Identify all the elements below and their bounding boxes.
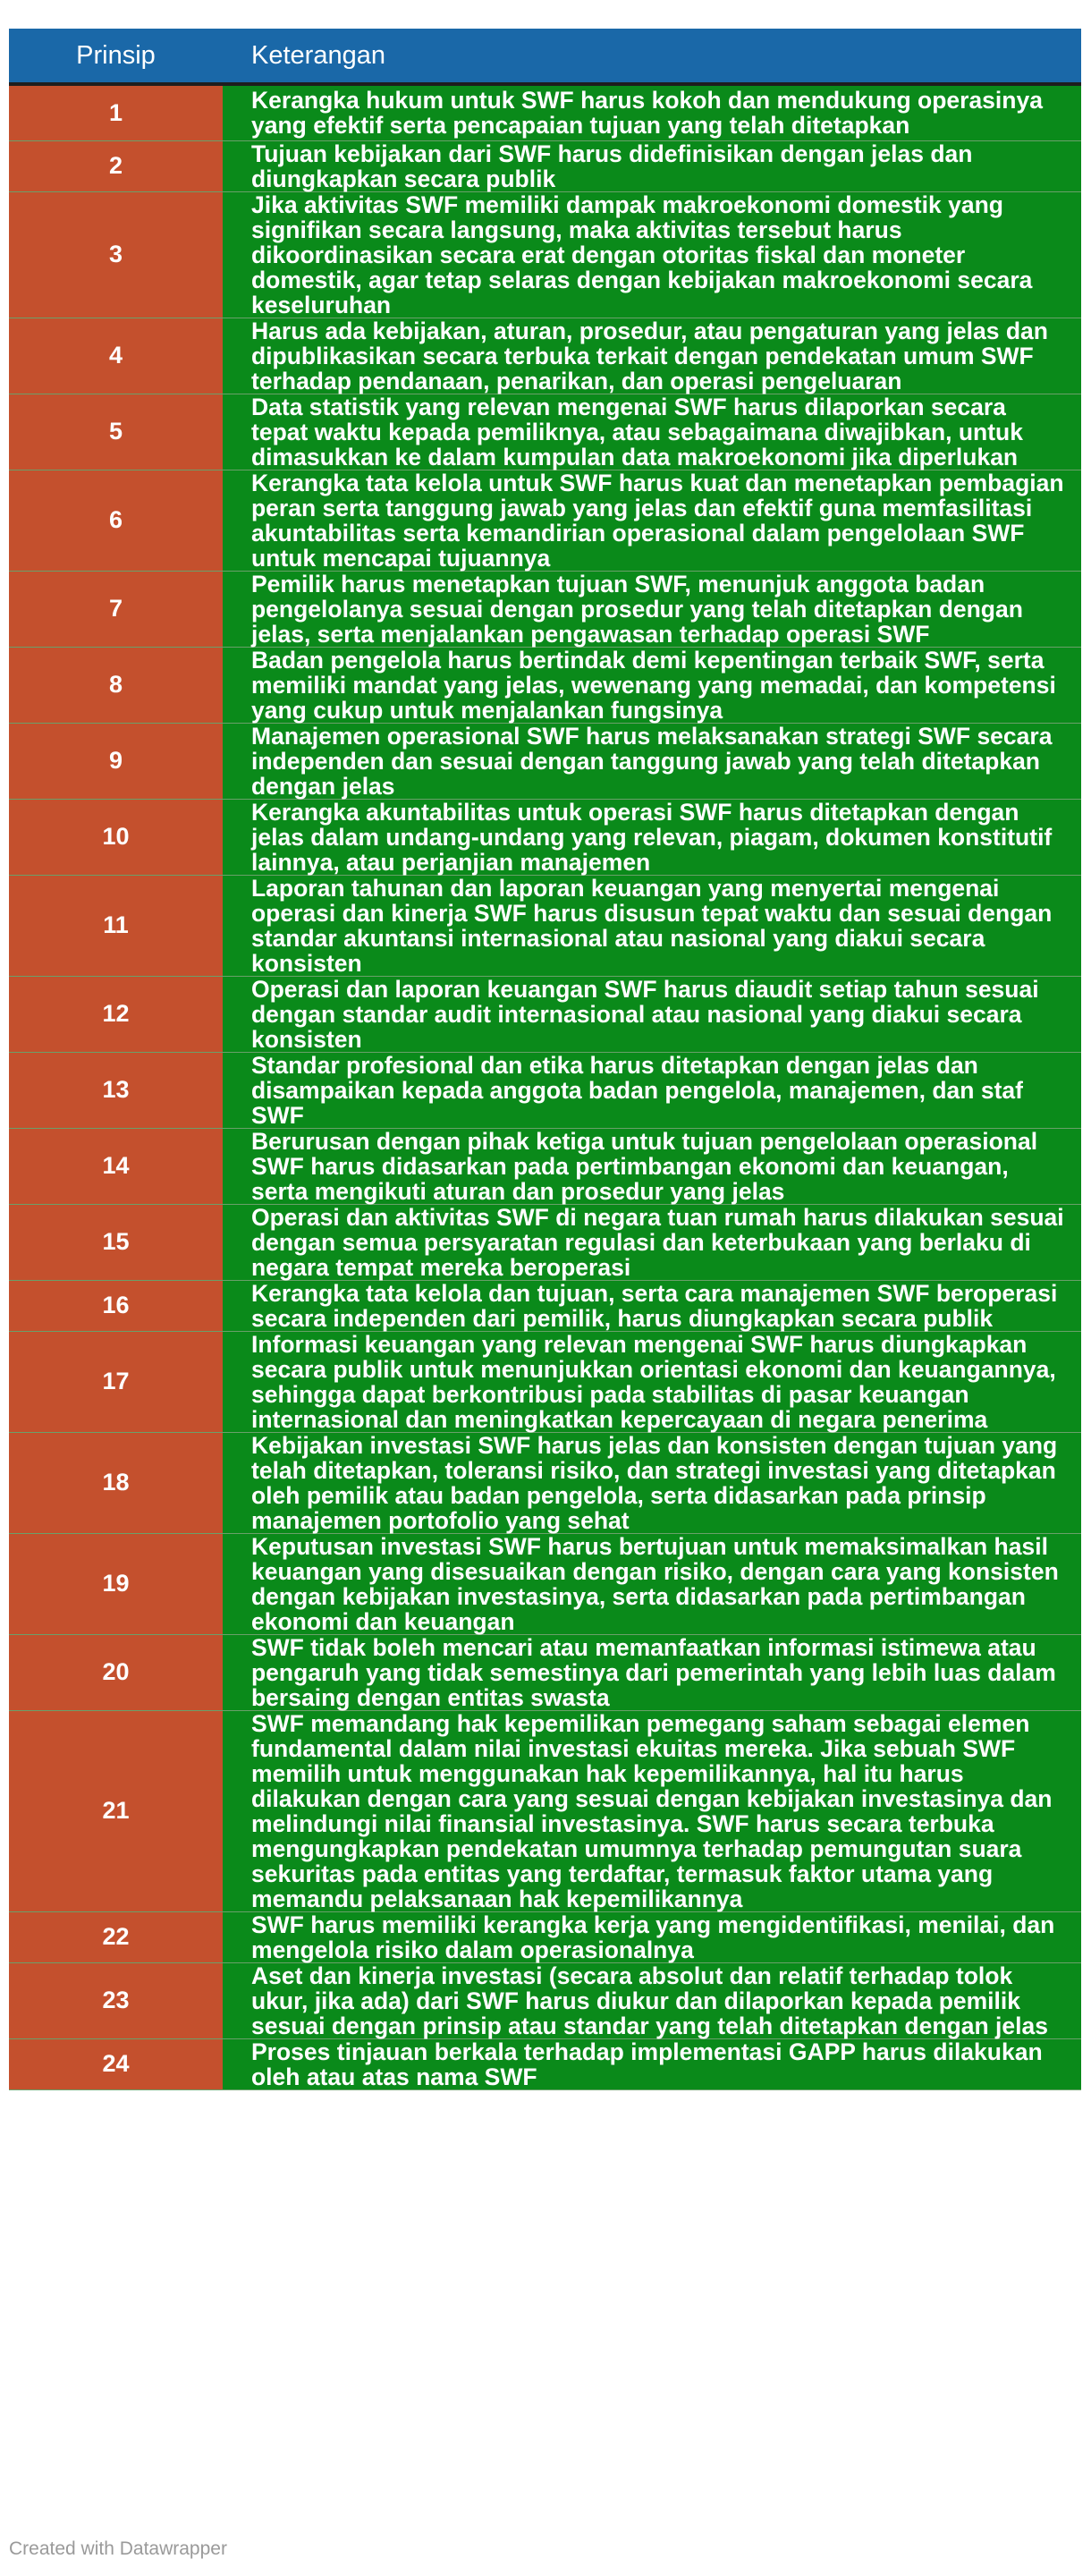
table-row xyxy=(9,1710,1081,1911)
principle-description: Operasi dan laporan keuangan SWF harus diaudit setiap tahun sesuai dengan standar audit internasional atau nasional yang diakui secara konsisten xyxy=(223,976,1081,1052)
table-row xyxy=(9,191,1081,318)
principle-number: 2 xyxy=(9,140,223,191)
table-row xyxy=(9,1280,1081,1331)
principle-description: SWF memandang hak kepemilikan pemegang saham sebagai elemen fundamental dalam nilai investasi ekuitas mereka. Jika sebuah SWF memilih untuk menggunakan hak kepemilikannya, hal itu harus dilakukan dengan cara yang sesuai dengan kebijakan investasinya dan melindungi nilai finansial investasinya. SWF harus secara terbuka mengungkapkan pendekatan umumnya terhadap pemungutan suara sekuritas pada entitas yang terdaftar, termasuk faktor utama yang memandu pelaksanaan hak kepemilikannya xyxy=(223,1710,1081,1911)
table-row xyxy=(9,2038,1081,2089)
table-row xyxy=(9,571,1081,647)
header-row xyxy=(9,29,1081,84)
principle-number: 21 xyxy=(9,1710,223,1911)
principle-description: Pemilik harus menetapkan tujuan SWF, menunjuk anggota badan pengelolanya sesuai dengan prosedur yang telah ditetapkan dengan jelas, serta menjalankan pengawasan terhadap operasi SWF xyxy=(223,571,1081,647)
principle-description: Tujuan kebijakan dari SWF harus didefinisikan dengan jelas dan diungkapkan secara publik xyxy=(223,140,1081,191)
principle-description: Kerangka hukum untuk SWF harus kokoh dan mendukung operasinya yang efektif serta pencapaian tujuan yang telah ditetapkan xyxy=(223,84,1081,140)
principle-number: 17 xyxy=(9,1331,223,1432)
principle-description: Laporan tahunan dan laporan keuangan yang menyertai mengenai operasi dan kinerja SWF harus disusun tepat waktu dan sesuai dengan standar akuntansi internasional atau nasional yang diakui secara konsisten xyxy=(223,875,1081,976)
principle-description: SWF harus memiliki kerangka kerja yang mengidentifikasi, menilai, dan mengelola risiko dalam operasionalnya xyxy=(223,1911,1081,1962)
table-row xyxy=(9,1331,1081,1432)
principle-description: Berurusan dengan pihak ketiga untuk tujuan pengelolaan operasional SWF harus didasarkan pada pertimbangan ekonomi dan keuangan, serta mengikuti aturan dan prosedur yang jelas xyxy=(223,1128,1081,1204)
principles-table-container xyxy=(9,29,1081,2090)
principle-description: Harus ada kebijakan, aturan, prosedur, atau pengaturan yang jelas dan dipublikasikan secara terbuka terkait dengan pendekatan umum SWF terhadap pendanaan, penarikan, dan operasi pengeluaran xyxy=(223,318,1081,394)
principle-number: 16 xyxy=(9,1280,223,1331)
principle-number: 5 xyxy=(9,394,223,470)
principle-description: Kebijakan investasi SWF harus jelas dan konsisten dengan tujuan yang telah ditetapkan, toleransi risiko, dan strategi investasi yang ditetapkan oleh pemilik atau badan pengelola, serta didasarkan pada prinsip manajemen portofolio yang sehat xyxy=(223,1432,1081,1533)
principle-number: 9 xyxy=(9,723,223,799)
principle-number: 15 xyxy=(9,1204,223,1280)
table-row xyxy=(9,1204,1081,1280)
principle-number: 10 xyxy=(9,799,223,875)
principle-number: 12 xyxy=(9,976,223,1052)
table-row xyxy=(9,875,1081,976)
principle-description: Data statistik yang relevan mengenai SWF harus dilaporkan secara tepat waktu kepada pemiliknya, atau sebagaimana diwajibkan, untuk dimasukkan ke dalam kumpulan data makroekonomi jika diperlukan xyxy=(223,394,1081,470)
principle-description: Badan pengelola harus bertindak demi kepentingan terbaik SWF, serta memiliki mandat yang jelas, wewenang yang memadai, dan kompetensi yang cukup untuk menjalankan fungsinya xyxy=(223,647,1081,723)
principle-number: 24 xyxy=(9,2038,223,2089)
principle-description: Jika aktivitas SWF memiliki dampak makroekonomi domestik yang signifikan secara langsung, maka aktivitas tersebut harus dikoordinasikan secara erat dengan otoritas fiskal dan moneter domestik, agar tetap selaras dengan kebijakan makroekonomi secara keseluruhan xyxy=(223,191,1081,318)
principle-number: 3 xyxy=(9,191,223,318)
principle-number: 6 xyxy=(9,470,223,571)
principle-description: Kerangka akuntabilitas untuk operasi SWF harus ditetapkan dengan jelas dalam undang-undang yang relevan, piagam, dokumen konstitutif lainnya, atau perjanjian manajemen xyxy=(223,799,1081,875)
table-row xyxy=(9,84,1081,140)
header-keterangan: Keterangan xyxy=(223,29,1081,84)
principle-number: 7 xyxy=(9,571,223,647)
datawrapper-credit: Created with Datawrapper xyxy=(9,2538,227,2559)
table-row xyxy=(9,1432,1081,1533)
principle-number: 8 xyxy=(9,647,223,723)
table-row xyxy=(9,394,1081,470)
principle-number: 22 xyxy=(9,1911,223,1962)
principle-description: Kerangka tata kelola untuk SWF harus kuat dan menetapkan pembagian peran serta tanggung jawab yang jelas dan efektif guna memfasilitasi akuntabilitas serta kemandirian operasional dalam pengelolaan SWF untuk mencapai tujuannya xyxy=(223,470,1081,571)
principle-number: 13 xyxy=(9,1052,223,1128)
table-row xyxy=(9,1533,1081,1634)
principle-description: SWF tidak boleh mencari atau memanfaatkan informasi istimewa atau pengaruh yang tidak semestinya dari pemerintah yang lebih luas dalam bersaing dengan entitas swasta xyxy=(223,1634,1081,1710)
table-row xyxy=(9,1634,1081,1710)
table-row xyxy=(9,1962,1081,2038)
table-row xyxy=(9,1911,1081,1962)
header-prinsip: Prinsip xyxy=(9,29,223,84)
table-row xyxy=(9,723,1081,799)
principle-description: Kerangka tata kelola dan tujuan, serta cara manajemen SWF beroperasi secara independen dari pemilik, harus diungkapkan secara publik xyxy=(223,1280,1081,1331)
table-row xyxy=(9,140,1081,191)
principle-description: Informasi keuangan yang relevan mengenai SWF harus diungkapkan secara publik untuk menunjukkan orientasi ekonomi dan keuangannya, sehingga dapat berkontribusi pada stabilitas di pasar keuangan internasional dan meningkatkan kepercayaan di negara penerima xyxy=(223,1331,1081,1432)
principle-description: Manajemen operasional SWF harus melaksanakan strategi SWF secara independen dan sesuai dengan tanggung jawab yang telah ditetapkan dengan jelas xyxy=(223,723,1081,799)
table-row xyxy=(9,799,1081,875)
table-row xyxy=(9,1052,1081,1128)
table-header xyxy=(9,29,1081,84)
principle-number: 23 xyxy=(9,1962,223,2038)
principle-number: 1 xyxy=(9,84,223,140)
principle-description: Proses tinjauan berkala terhadap implementasi GAPP harus dilakukan oleh atau atas nama SWF xyxy=(223,2038,1081,2089)
table-row xyxy=(9,976,1081,1052)
principle-description: Aset dan kinerja investasi (secara absolut dan relatif terhadap tolok ukur, jika ada) dari SWF harus diukur dan dilaporkan kepada pemilik sesuai dengan prinsip atau standar yang telah ditetapkan dengan jelas xyxy=(223,1962,1081,2038)
principle-number: 18 xyxy=(9,1432,223,1533)
principle-number: 11 xyxy=(9,875,223,976)
table-body xyxy=(9,84,1081,2089)
principle-description: Keputusan investasi SWF harus bertujuan untuk memaksimalkan hasil keuangan yang disesuaikan dengan risiko, dengan cara yang konsisten dengan kebijakan investasinya, serta didasarkan pada pertimbangan ekonomi dan keuangan xyxy=(223,1533,1081,1634)
principle-description: Standar profesional dan etika harus ditetapkan dengan jelas dan disampaikan kepada anggota badan pengelola, manajemen, dan staf SWF xyxy=(223,1052,1081,1128)
principle-number: 20 xyxy=(9,1634,223,1710)
principle-number: 19 xyxy=(9,1533,223,1634)
table-row xyxy=(9,1128,1081,1204)
principle-description: Operasi dan aktivitas SWF di negara tuan rumah harus dilakukan sesuai dengan semua persyaratan regulasi dan keterbukaan yang berlaku di negara tempat mereka beroperasi xyxy=(223,1204,1081,1280)
table-row xyxy=(9,647,1081,723)
table-row xyxy=(9,318,1081,394)
principle-number: 14 xyxy=(9,1128,223,1204)
principle-number: 4 xyxy=(9,318,223,394)
table-row xyxy=(9,470,1081,571)
principles-table xyxy=(9,29,1081,2090)
